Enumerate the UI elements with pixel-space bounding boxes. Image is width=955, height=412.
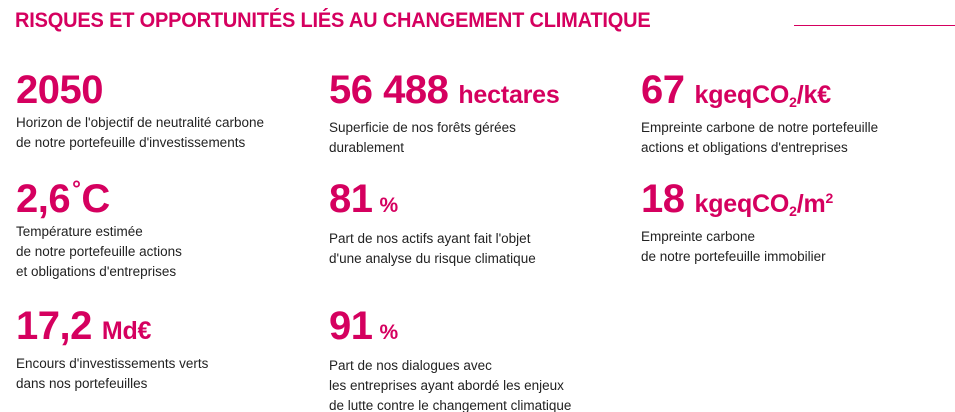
unit-text: kgeqCO xyxy=(694,190,790,218)
stat-unit: hectares xyxy=(458,81,560,109)
stat-number: 81 xyxy=(329,177,373,221)
stat-description-line: Encours d'investissements verts xyxy=(16,356,209,371)
stat-number: 18 xyxy=(641,177,685,221)
stat-description xyxy=(16,354,208,394)
unit-subscript: 2 xyxy=(789,94,797,110)
stat-description xyxy=(641,227,833,267)
unit-text: /m xyxy=(796,190,826,218)
stat-value xyxy=(16,304,208,353)
stat-value xyxy=(16,68,264,112)
stat-dialogues xyxy=(329,304,571,412)
stat-description xyxy=(329,118,560,158)
stat-description-line: actions et obligations d'entreprises xyxy=(641,140,848,155)
stat-description xyxy=(641,118,878,158)
stat-value xyxy=(641,68,878,117)
stat-description-line: de notre portefeuille d'investissements xyxy=(16,135,246,150)
stat-unit xyxy=(695,73,831,117)
header-divider xyxy=(794,25,955,26)
stat-description-line: de notre portefeuille actions xyxy=(16,244,182,259)
stat-climate-risk xyxy=(329,177,536,269)
stat-description-line: durablement xyxy=(329,140,405,155)
stat-description-line: dans nos portefeuilles xyxy=(16,376,148,391)
stat-description-line: Température estimée xyxy=(16,224,143,239)
stat-unit: % xyxy=(379,194,398,217)
degree-symbol: ° xyxy=(72,176,81,201)
section-header xyxy=(15,6,945,36)
unit-superscript: 2 xyxy=(825,190,834,206)
stat-description-line: et obligations d'entreprises xyxy=(16,264,177,279)
stat-number: 2050 xyxy=(16,68,103,112)
stat-description xyxy=(16,222,182,282)
stat-unit: % xyxy=(379,321,398,344)
stat-temperature xyxy=(16,177,182,282)
stat-forests xyxy=(329,68,560,158)
stat-description xyxy=(329,356,571,412)
stat-description xyxy=(16,113,264,153)
unit-subscript: 2 xyxy=(789,203,797,219)
stat-number: 91 xyxy=(329,304,373,348)
stat-value xyxy=(329,68,560,117)
stat-green-investments xyxy=(16,304,208,394)
stat-description-line: les entreprises ayant abordé les enjeux xyxy=(329,378,564,393)
section-title: RISQUES ET OPPORTUNITÉS LIÉS AU CHANGEMENT CLIMATIQUE xyxy=(15,8,651,32)
stat-number xyxy=(16,177,110,221)
stat-value xyxy=(329,177,536,228)
stat-number: 67 xyxy=(641,68,685,112)
stat-number: 56 488 xyxy=(329,68,449,112)
stat-footprint-realestate xyxy=(641,177,833,267)
number-text: 2,6 xyxy=(16,177,71,221)
stat-description-line: Part de nos dialogues avec xyxy=(329,358,492,373)
stat-description-line: Superficie de nos forêts gérées xyxy=(329,120,516,135)
stat-description xyxy=(329,229,536,269)
stat-footprint-equity xyxy=(641,68,878,158)
stat-description-line: Part de nos actifs ayant fait l'objet xyxy=(329,231,531,246)
stat-description-line: de lutte contre le changement climatique xyxy=(329,398,572,412)
stat-unit xyxy=(695,182,834,226)
stat-description-line: Empreinte carbone de notre portefeuille xyxy=(641,120,879,135)
stat-description-line: de notre portefeuille immobilier xyxy=(641,249,826,264)
number-unit: C xyxy=(81,177,110,221)
stat-description-line: Empreinte carbone xyxy=(641,229,756,244)
unit-text: kgeqCO xyxy=(694,81,790,109)
unit-text: /k€ xyxy=(796,81,831,109)
stat-value xyxy=(329,304,571,355)
stat-unit: Md€ xyxy=(101,317,152,345)
stat-description-line: d'une analyse du risque climatique xyxy=(329,251,536,266)
stat-description-line: Horizon de l'objectif de neutralité carbone xyxy=(16,115,264,130)
stat-value xyxy=(641,177,833,226)
stat-number: 17,2 xyxy=(16,304,92,348)
stat-value xyxy=(16,177,182,221)
stat-neutrality xyxy=(16,68,264,153)
